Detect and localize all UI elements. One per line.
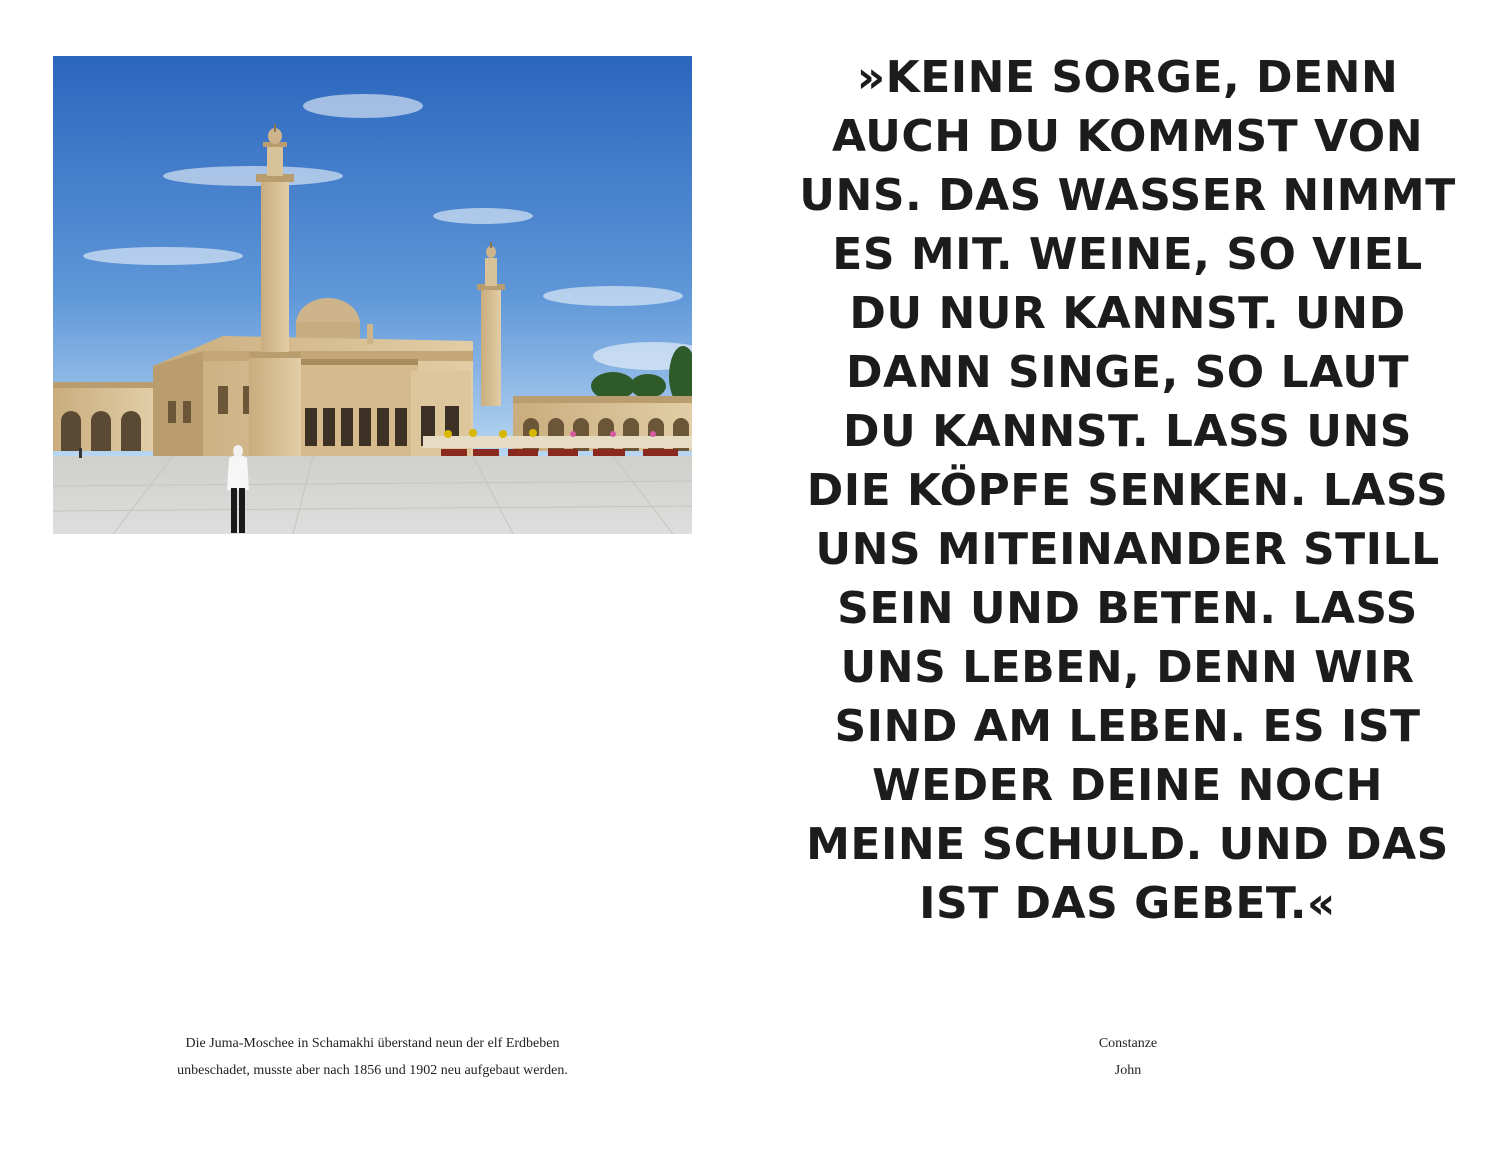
author-credit bbox=[1028, 1030, 1228, 1084]
quote-line: »KEINE SORGE, DENN bbox=[856, 52, 1399, 103]
quote-line: SEIN UND BETEN. LASS bbox=[837, 583, 1418, 634]
quote-line: IST DAS GEBET.« bbox=[919, 878, 1336, 929]
quote-line: UNS. DAS WASSER NIMMT bbox=[799, 170, 1456, 221]
author-last-name: John bbox=[1114, 1063, 1142, 1078]
photo-caption bbox=[100, 1030, 645, 1084]
quote-line: UNS MITEINANDER STILL bbox=[815, 524, 1440, 575]
quote-line: UNS LEBEN, DENN WIR bbox=[840, 642, 1415, 693]
quote-line: MEINE SCHULD. UND DAS bbox=[806, 819, 1449, 870]
left-arcade bbox=[53, 382, 153, 451]
plaza bbox=[53, 456, 692, 534]
mosque-photo bbox=[53, 56, 692, 534]
quote-line: ES MIT. WEINE, SO VIEL bbox=[832, 229, 1423, 280]
mosque-photo-illustration bbox=[53, 56, 692, 534]
quote-line: DANN SINGE, SO LAUT bbox=[845, 347, 1410, 398]
small-minaret bbox=[367, 324, 373, 344]
distant-person bbox=[79, 448, 82, 458]
quote-line: DU KANNST. LASS UNS bbox=[843, 406, 1412, 457]
caption-line-1: Die Juma-Moschee in Schamakhi überstand neun der elf Erdbeben bbox=[185, 1036, 560, 1051]
quote-line: SIND AM LEBEN. ES IST bbox=[834, 701, 1421, 752]
quote-line: DU NUR KANNST. UND bbox=[849, 288, 1406, 339]
quote-line: WEDER DEINE NOCH bbox=[872, 760, 1383, 811]
author-first-name: Constanze bbox=[1098, 1036, 1158, 1051]
quote-line: DIE KÖPFE SENKEN. LASS bbox=[806, 465, 1449, 516]
pull-quote bbox=[790, 48, 1465, 933]
caption-line-2: unbeschadet, musste aber nach 1856 und 1902 neu aufgebaut werden. bbox=[177, 1063, 568, 1078]
quote-line: AUCH DU KOMMST VON bbox=[831, 111, 1424, 162]
